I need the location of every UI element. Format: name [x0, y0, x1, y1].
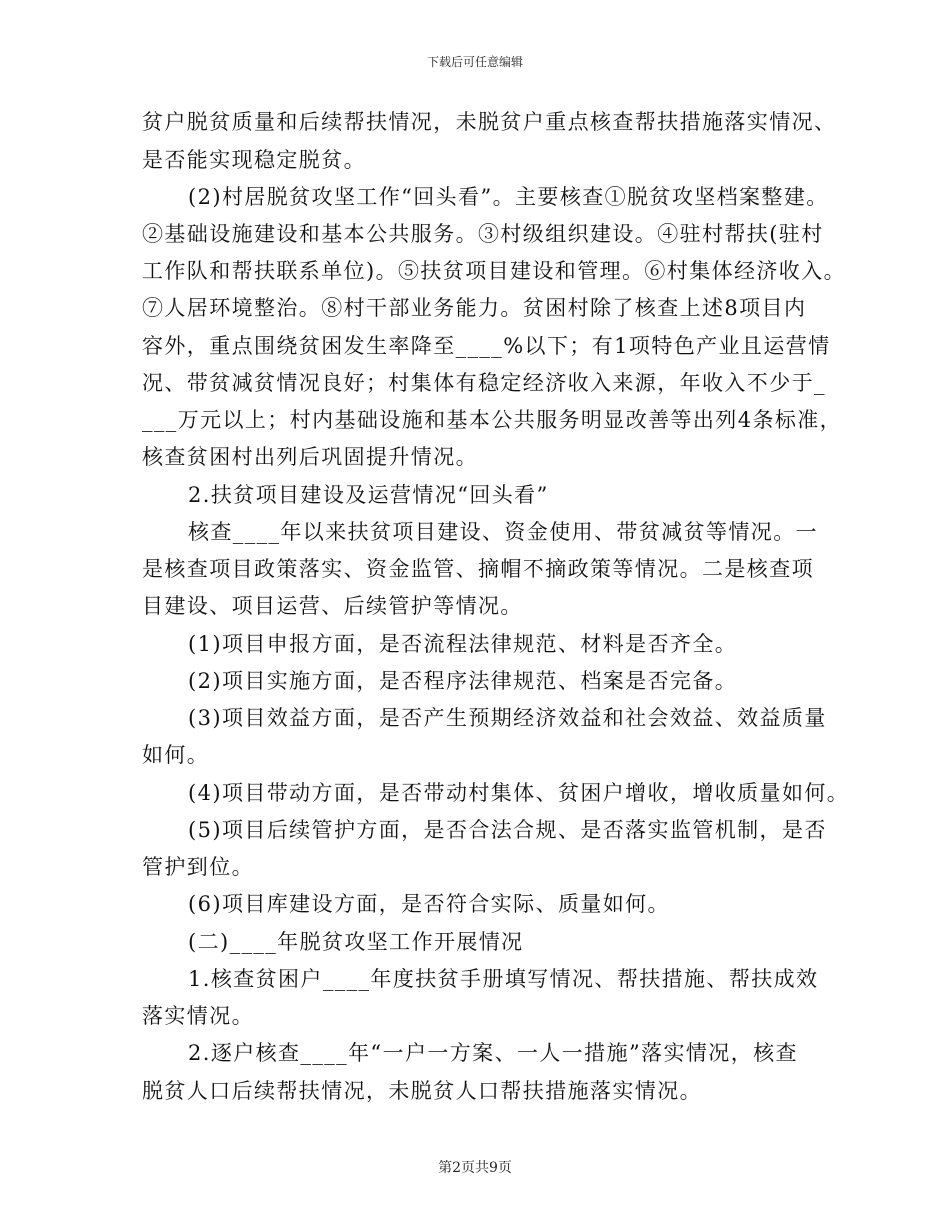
text-line: (3)项目效益方面，是否产生预期经济效益和社会效益、效益质量	[188, 706, 827, 730]
text-line: (4)项目带动方面，是否带动村集体、贫困户增收，增收质量如何。	[188, 781, 850, 805]
text-line: 目建设、项目运营、后续管护等情况。	[142, 594, 523, 618]
text-line: 贫户脱贫质量和后续帮扶情况，未脱贫户重点核查帮扶措施落实情况、	[142, 110, 837, 134]
page-header: 下载后可任意编辑	[426, 55, 523, 69]
text-line: 2.扶贫项目建设及运营情况“回头看”	[188, 483, 549, 507]
page-footer: 第2页共9页	[438, 1160, 512, 1176]
text-line: 工作队和帮扶联系单位)。⑤扶贫项目建设和管理。⑥村集体经济收入。	[142, 259, 846, 283]
text-line: (二)____年脱贫攻坚工作开展情况	[188, 930, 524, 954]
text-line: (2)村居脱贫攻坚工作“回头看”。主要核查①脱贫攻坚档案整建。	[188, 185, 829, 209]
text-line: (1)项目申报方面，是否流程法律规范、材料是否齐全。	[188, 632, 738, 656]
text-line: 如何。	[142, 743, 210, 767]
text-line: 落实情况。	[142, 1004, 254, 1028]
text-line: 核查____年以来扶贫项目建设、资金使用、带贫减贫等情况。一	[188, 520, 818, 544]
text-line: 是否能实现稳定脱贫。	[142, 148, 366, 172]
text-line: 2.逐户核查____年“一户一方案、一人一措施”落实情况，核查	[188, 1041, 798, 1065]
text-line: 是核查项目政策落实、资金监管、摘帽不摘政策等情况。二是核查项	[142, 557, 814, 581]
text-line: ___万元以上；村内基础设施和基本公共服务明显改善等出列4条标准，	[142, 408, 843, 432]
text-line: 管护到位。	[142, 855, 254, 879]
text-line: (2)项目实施方面，是否程序法律规范、档案是否完备。	[188, 669, 738, 693]
text-line: 容外，重点围绕贫困发生率降至____%以下；有1项特色产业且运营情	[142, 334, 831, 358]
text-line: 核查贫困村出列后巩固提升情况。	[142, 445, 478, 469]
text-line: ⑦人居环境整治。⑧村干部业务能力。贫困村除了核查上述8项目内	[142, 296, 807, 320]
text-line: (6)项目库建设方面，是否符合实际、质量如何。	[188, 892, 670, 916]
text-line: 1.核查贫困户____年度扶贫手册填写情况、帮扶措施、帮扶成效	[188, 967, 819, 991]
text-line: 脱贫人口后续帮扶情况，未脱贫人口帮扶措施落实情况。	[142, 1079, 702, 1103]
text-line: (5)项目后续管护方面，是否合法合规、是否落实监管机制，是否	[188, 818, 827, 842]
text-line: 况、带贫减贫情况良好；村集体有稳定经济收入来源，年收入不少于_	[142, 371, 826, 395]
text-line: ②基础设施建设和基本公共服务。③村级组织建设。④驻村帮扶(驻村	[142, 222, 824, 246]
